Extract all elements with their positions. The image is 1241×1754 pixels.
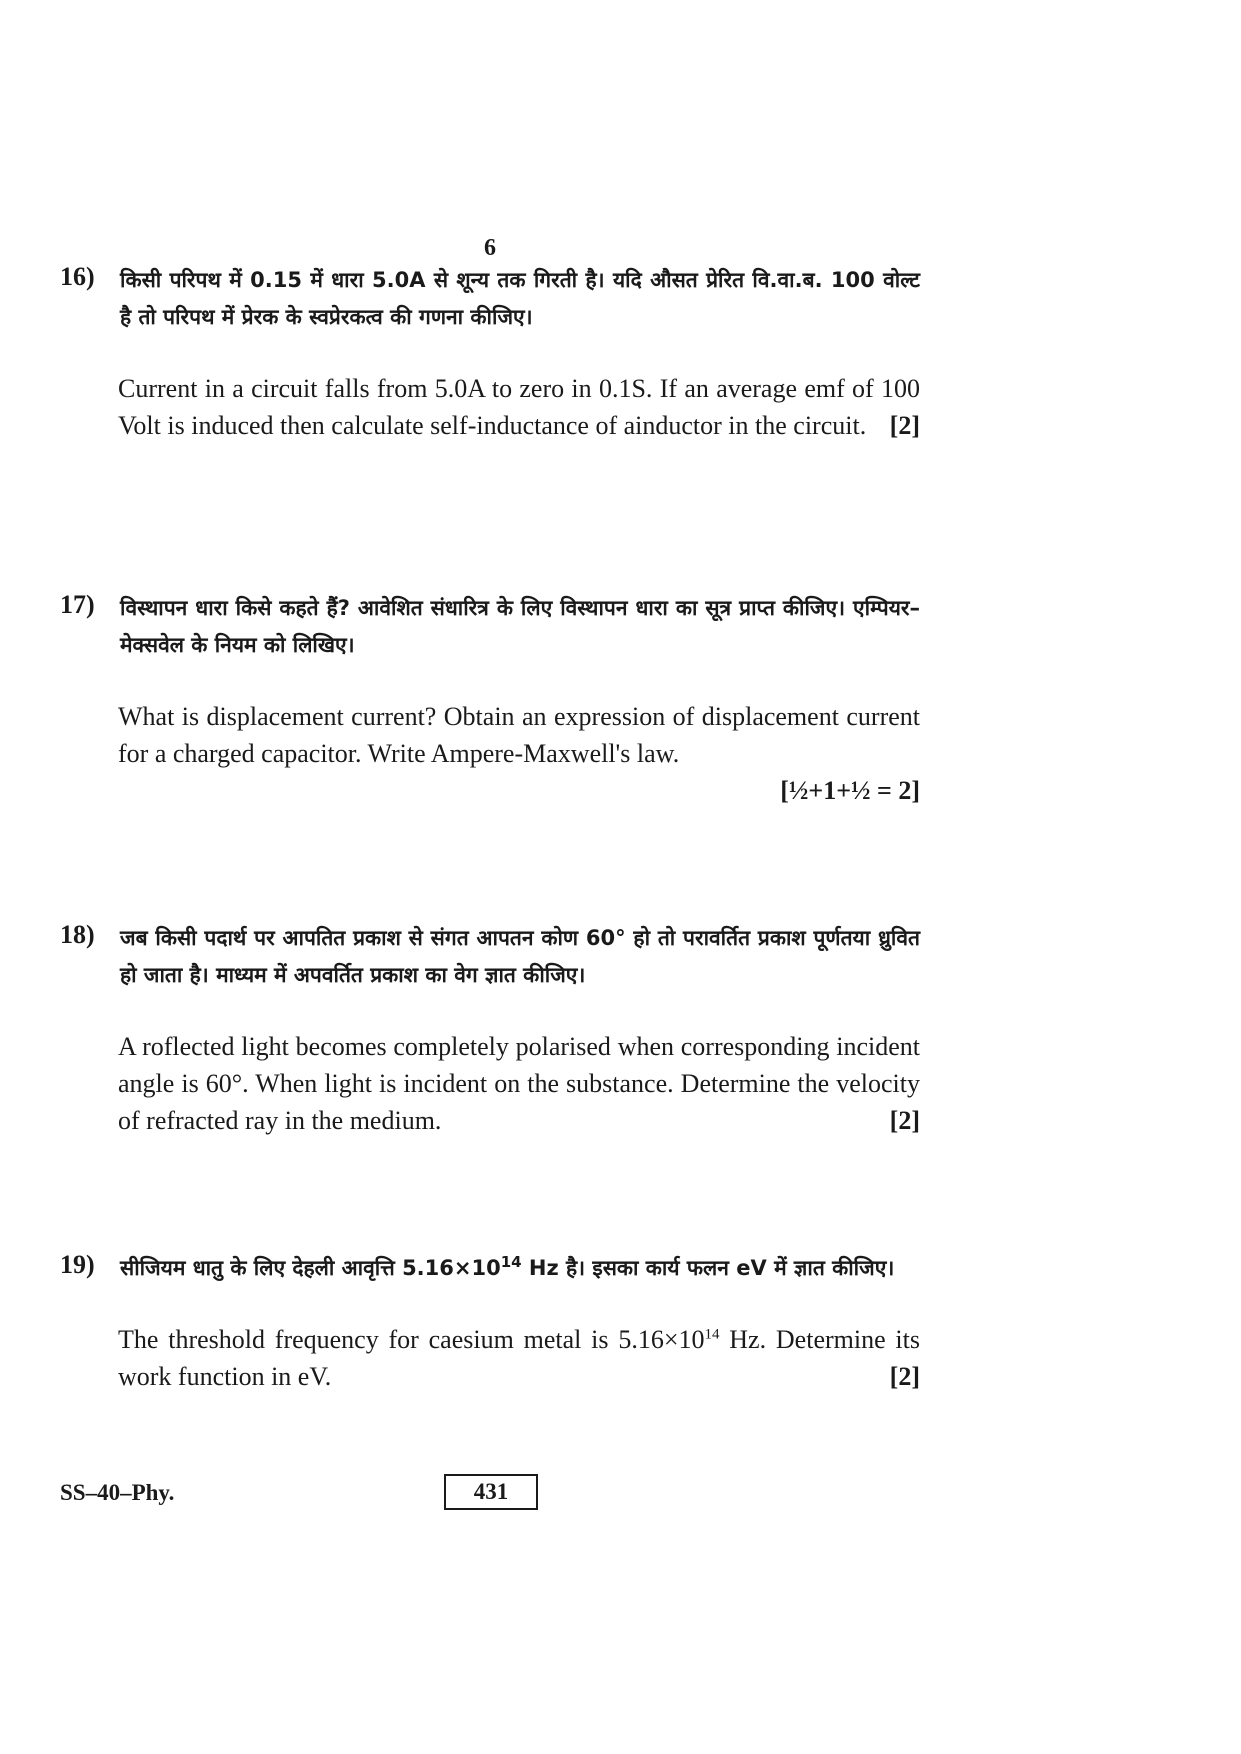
hindi-text-part: सीजियम धातु के लिए देहली आवृत्ति 5.16×10	[120, 1256, 501, 1280]
question-marks: [2]	[889, 1106, 920, 1135]
question-text-english	[118, 1028, 920, 1139]
question-text-english	[118, 698, 920, 809]
question-marks: [2]	[889, 411, 920, 440]
question-number: 16)	[60, 262, 95, 291]
question-text-english-body: Current in a circuit falls from 5.0A to zero in 0.1S. If an average emf of 100 Volt is induced then calculate self-inductance of ainductor in the circuit.	[118, 374, 920, 440]
question-number: 17)	[60, 590, 95, 619]
exponent: 14	[704, 1326, 720, 1343]
question-marks: [½+1+½ = 2]	[780, 776, 920, 805]
question-18	[60, 920, 920, 1139]
question-text-hindi: विस्थापन धारा किसे कहते हैं? आवेशित संधारित्र के लिए विस्थापन धारा का सूत्र प्राप्त कीजिए। एम्पियर–मेक्सवेल के नियम को लिखिए।	[120, 596, 920, 657]
question-text-english-body: A roflected light becomes completely polarised when corresponding incident angle is 60°. When light is incident on the substance. Determine the velocity of refracted ray in the medium.	[118, 1032, 920, 1135]
question-text-english	[118, 1321, 920, 1395]
question-number: 18)	[60, 920, 95, 949]
question-text-hindi: जब किसी पदार्थ पर आपतित प्रकाश से संगत आपतन कोण 60° हो तो परावर्तित प्रकाश पूर्णतया ध्रुवित हो जाता है। माध्यम में अपवर्तित प्रकाश का वेग ज्ञात कीजिए।	[120, 926, 920, 987]
paper-code: SS–40–Phy.	[60, 1480, 175, 1505]
question-text-hindi	[120, 1250, 920, 1287]
hindi-text-part: Hz है। इसका कार्य फलन eV में ज्ञात कीजिए।	[521, 1256, 895, 1280]
question-text-english	[118, 370, 920, 444]
question-16	[60, 262, 920, 444]
page-code-box: 431	[444, 1474, 538, 1510]
question-17	[60, 590, 920, 809]
exponent: 14	[500, 1253, 522, 1271]
question-text-english-body: What is displacement current? Obtain an expression of displacement current for a charged capacitor. Write Ampere-Maxwell's law.	[118, 702, 920, 768]
question-number: 19)	[60, 1250, 95, 1279]
english-text-part: The threshold frequency for caesium metal is 5.16×10	[118, 1325, 705, 1354]
page-number: 6	[484, 235, 496, 261]
question-text-hindi: किसी परिपथ में 0.15 में धारा 5.0A से शून्य तक गिरती है। यदि औसत प्रेरित वि.वा.ब. 100 वोल्ट है तो परिपथ में प्रेरक के स्वप्रेरकत्व की गणना कीजिए।	[120, 268, 920, 329]
question-marks: [2]	[889, 1362, 920, 1391]
question-19	[60, 1250, 920, 1395]
english-text-part: Hz. Determine its work function in eV.	[118, 1325, 920, 1391]
